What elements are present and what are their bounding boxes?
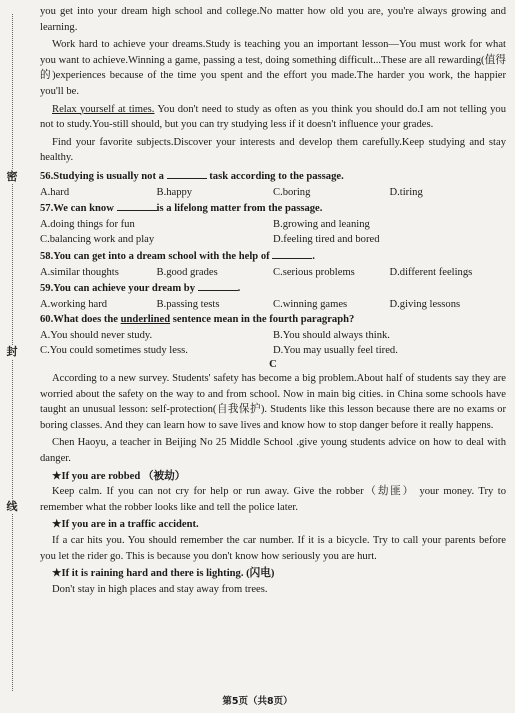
answer-blank[interactable] — [272, 248, 312, 259]
option-d[interactable]: D.You may usually feel tired. — [273, 345, 398, 357]
question-number: 56. — [40, 170, 54, 182]
option-c[interactable]: C.balancing work and play — [40, 234, 155, 246]
passage-b-relax-paragraph — [40, 102, 506, 133]
section-letter: C — [269, 359, 277, 371]
underlined-sentence: Relax yourself at times. — [52, 103, 155, 115]
passage-b-paragraph: Find your favorite subjects.Discover your interests and develop them carefully.Keep studying and stay healthy. — [40, 136, 506, 164]
options — [40, 328, 506, 359]
question-57 — [40, 200, 506, 248]
option-c[interactable]: C.You could sometimes study less. — [40, 345, 188, 357]
question-stem — [40, 312, 506, 328]
options — [40, 265, 506, 281]
stem-text: Studying is usually not a — [53, 170, 164, 182]
option-d[interactable]: D.giving lessons — [389, 298, 461, 310]
stem-text: You can achieve your dream by — [53, 283, 195, 295]
question-number: 59. — [40, 283, 54, 295]
passage-c-paragraph: According to a new survey. Students' safety has become a big problem.About half of students say they are worried about the safety on the way to and from school. Now in main big cities. in China some schools have taught an unusual lesson: self-protection(自我保护). Students like this lesson because there are no exams or boring classes. And they can learn how to save lives and know how to stop danger before it really happens. — [40, 373, 506, 431]
tip-heading: ★If you are in a traffic accident. — [52, 519, 199, 531]
option-b[interactable]: B.good grades — [156, 266, 218, 278]
stem-underlined-word: underlined — [120, 314, 171, 326]
seal-label-mi: 密 — [3, 170, 21, 184]
option-a[interactable]: A.hard — [40, 186, 70, 198]
question-stem — [40, 280, 506, 297]
answer-blank[interactable] — [117, 200, 157, 211]
stem-text: task according to the passage. — [206, 170, 344, 182]
option-b[interactable]: B.You should always think. — [273, 329, 390, 341]
stem-text: sentence mean in the fourth paragraph? — [170, 314, 355, 326]
option-a[interactable]: A.similar thoughts — [40, 266, 119, 278]
option-d[interactable]: D.different feelings — [389, 266, 473, 278]
seal-label-xian: 线 — [3, 500, 21, 514]
option-b[interactable]: B.passing tests — [156, 298, 220, 310]
question-number: 57. — [40, 203, 54, 215]
page-number-footer: 第5页（共8页） — [222, 696, 293, 707]
answer-blank[interactable] — [167, 168, 207, 179]
stem-text: is a lifelong matter from the passage. — [156, 203, 323, 215]
option-c[interactable]: C.boring — [273, 186, 311, 198]
exam-page-content — [40, 4, 506, 599]
question-60 — [40, 312, 506, 359]
stem-text: . — [237, 283, 241, 295]
tip-body: Keep calm. If you can not cry for help or run away. Give the robber（劫匪） your money. Try to remember what the robber looks like and tell the police later. — [40, 486, 506, 513]
stem-text: You can get into a dream school with the help of — [53, 250, 270, 262]
options — [40, 185, 506, 201]
option-b[interactable]: B.happy — [156, 186, 193, 198]
passage-b-paragraph: you get into your dream high school and college.No matter how old you are, you're always growing and learning. — [40, 6, 506, 33]
tip-heading: ★If it is raining hard and there is lighting. (闪电) — [52, 568, 275, 580]
option-c[interactable]: C.winning games — [273, 298, 348, 310]
stem-text: 60.What does the — [40, 314, 121, 326]
tip-body: If a car hits you. You should remember the car number. If it is a bicycle. Try to call your parents before you let the rider go. This is because you don't know how seriously you are hurt. — [40, 535, 506, 562]
option-a[interactable]: A.You should never study. — [40, 329, 153, 341]
question-59 — [40, 280, 506, 312]
options — [40, 297, 506, 313]
tip-heading: ★If you are robbed （被劫） — [52, 470, 186, 482]
passage-c-paragraph: Chen Haoyu, a teacher in Beijing No 25 Middle School .give young students advice on how to deal with danger. — [40, 437, 506, 465]
option-d[interactable]: D.tiring — [389, 186, 423, 198]
stem-text: We can know — [53, 203, 114, 215]
question-stem — [40, 168, 506, 185]
paragraph-text: You don't need to study as often as you think you should do.I am not telling you not to study.You-still should, but you can try studying less if it doesn't influence your grades. — [40, 103, 506, 131]
question-stem — [40, 200, 506, 217]
passage-b-paragraph: Work hard to achieve your dreams.Study is teaching you an important lesson—You must work for what you want to achieve.Winning a game, passing a test, doing something difficult...These are all rewarding(值得的)experiences because of the time you spent and the effort you made.The harder you work, the happier you'll be. — [40, 39, 506, 97]
seal-margin — [0, 0, 26, 713]
options — [40, 217, 506, 248]
tip-body: Don't stay in high places and stay away from trees. — [52, 583, 268, 595]
seal-label-feng: 封 — [3, 345, 21, 359]
answer-blank[interactable] — [198, 280, 238, 291]
question-stem — [40, 248, 506, 265]
option-d[interactable]: D.feeling tired and bored — [273, 234, 380, 246]
option-b[interactable]: B.growing and leaning — [273, 218, 370, 230]
question-58 — [40, 248, 506, 280]
question-number: 58. — [40, 250, 54, 262]
option-c[interactable]: C.serious problems — [273, 266, 355, 278]
question-56 — [40, 168, 506, 200]
stem-text: . — [312, 250, 315, 262]
option-a[interactable]: A.doing things for fun — [40, 218, 135, 230]
option-a[interactable]: A.working hard — [40, 298, 108, 310]
